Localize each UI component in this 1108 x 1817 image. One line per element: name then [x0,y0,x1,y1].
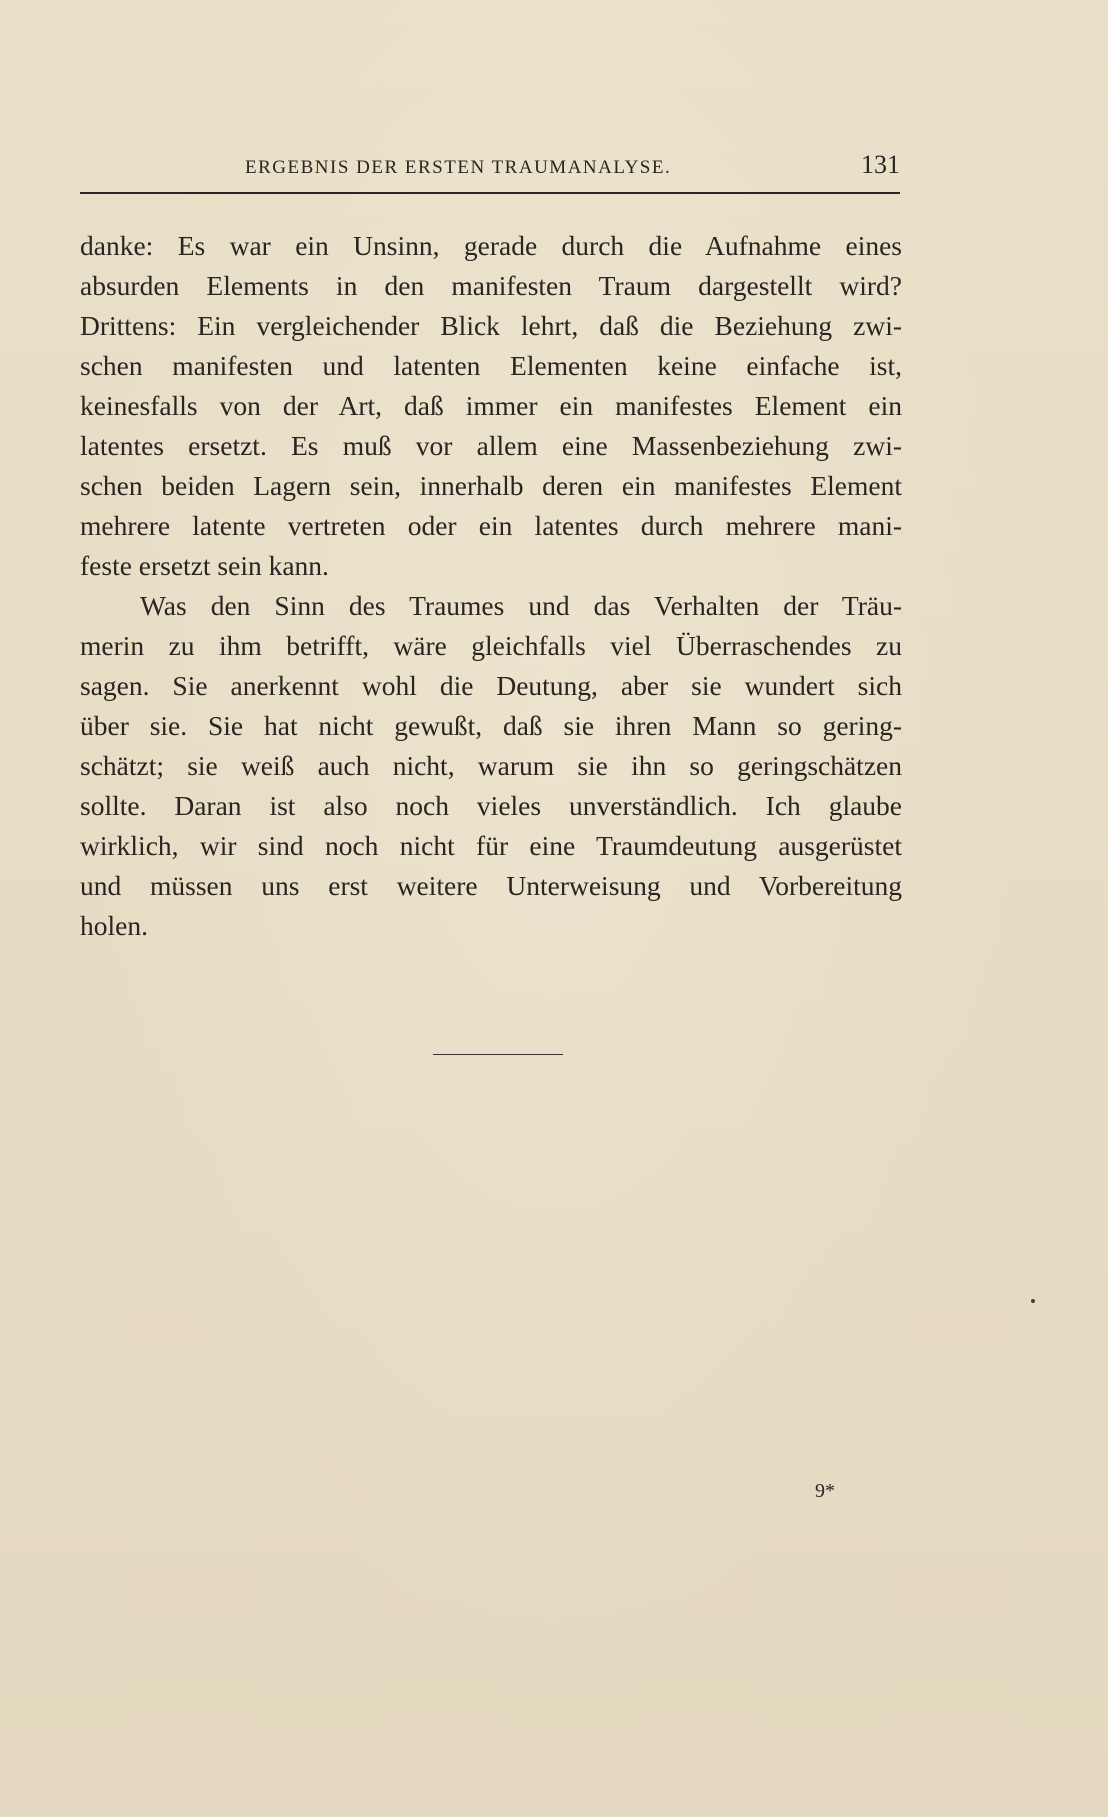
paper-speck [1031,1299,1035,1303]
text-line: Drittens: Ein vergleichender Blick lehrt, daß die Beziehung zwi- [80,310,902,341]
page-number: 131 [861,150,900,179]
text-line: absurden Elements in den manifesten Traum dargestellt wird? [80,270,902,301]
text-line: merin zu ihm betrifft, wäre gleichfalls viel Überraschendes zu [80,630,902,661]
text-line: schen manifesten und latenten Elementen keine einfache ist, [80,350,902,381]
text-line: keinesfalls von der Art, daß immer ein manifestes Element ein [80,390,902,421]
text-line: feste ersetzt sein kann. [80,550,329,581]
text-line: latentes ersetzt. Es muß vor allem eine Massenbeziehung zwi- [80,430,902,461]
header-rule [80,192,900,194]
text-line: schen beiden Lagern sein, innerhalb deren ein manifestes Element [80,470,902,501]
section-end-rule [433,1054,563,1055]
signature-mark: 9* [815,1480,835,1502]
text-line: und müssen uns erst weitere Unterweisung und Vorbereitung [80,870,902,901]
running-header [80,150,900,192]
paragraph-2 [80,586,902,946]
body-text [80,226,902,946]
text-line: Was den Sinn des Traumes und das Verhalten der Träu- [140,590,902,621]
paragraph-1 [80,226,902,586]
running-title: ERGEBNIS DER ERSTEN TRAUMANALYSE. [245,157,672,178]
text-line: sollte. Daran ist also noch vieles unverständlich. Ich glaube [80,790,902,821]
text-line: über sie. Sie hat nicht gewußt, daß sie ihren Mann so gering- [80,710,902,741]
text-line: schätzt; sie weiß auch nicht, warum sie ihn so geringschätzen [80,750,902,781]
text-line: sagen. Sie anerkennt wohl die Deutung, aber sie wundert sich [80,670,902,701]
text-line: wirklich, wir sind noch nicht für eine Traumdeutung ausgerüstet [80,830,902,861]
text-line: holen. [80,910,148,941]
text-line: danke: Es war ein Unsinn, gerade durch die Aufnahme eines [80,230,902,261]
text-line: mehrere latente vertreten oder ein latentes durch mehrere mani- [80,510,902,541]
